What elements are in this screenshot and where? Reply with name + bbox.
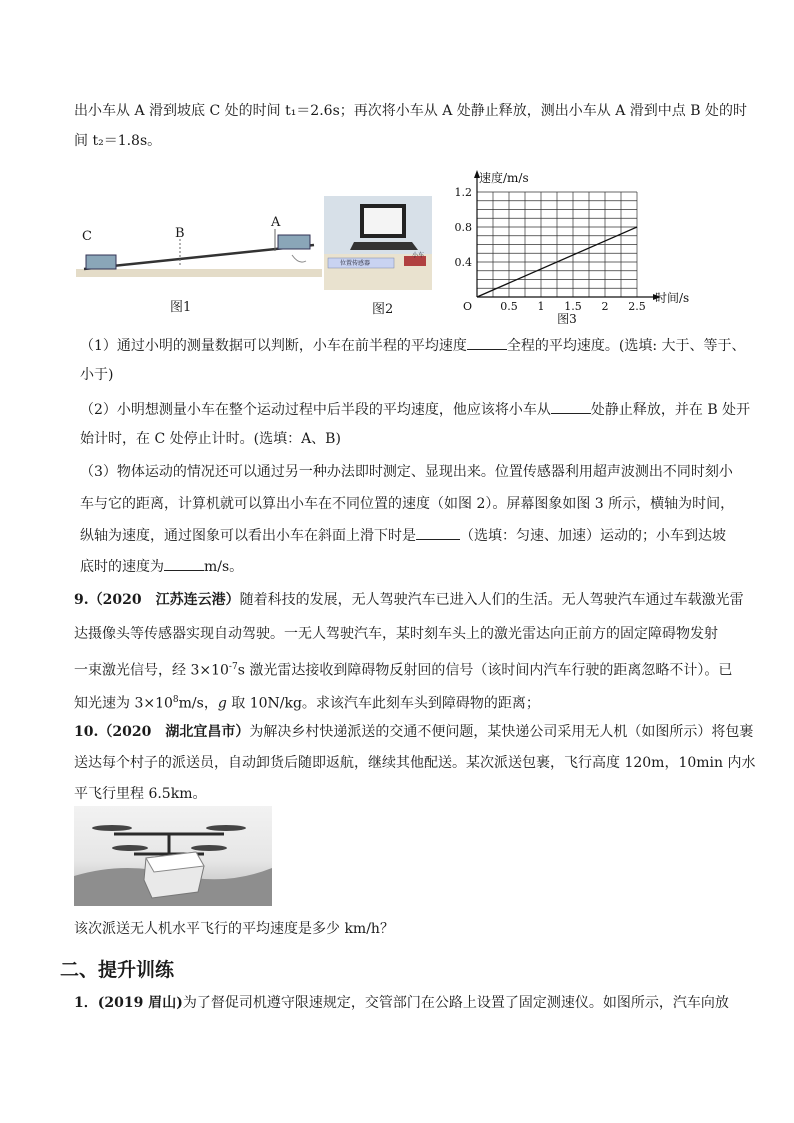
q10-line1: [74, 722, 753, 742]
q8-blank-2[interactable]: [551, 399, 591, 414]
q8-part3-text-d2: m/s。: [204, 559, 244, 575]
x-tick-label: 2.5: [628, 300, 646, 313]
x-axis-label: 时间/s: [655, 291, 690, 305]
drone-icon: [114, 834, 224, 856]
x-tick-label: 1: [537, 300, 545, 313]
fig2-caption: 图2: [372, 302, 394, 317]
q8-part3-text-d1: 底时的速度为: [80, 559, 164, 575]
q8-part3-line4: [80, 556, 243, 577]
x-tick-label: 1.5: [564, 300, 582, 313]
figure-2: [324, 196, 432, 290]
q10-line3: 平飞行里程 6.5km。: [74, 786, 207, 802]
q9-g-symbol: g: [217, 695, 227, 712]
q9-line4: [74, 690, 540, 714]
y-tick-label: 0.8: [454, 221, 472, 234]
q8-part3-line2: 车与它的距离，计算机就可以算出小车在不同位置的速度（如图 2）。屏幕图象如图 3 所示，横轴为时间，: [80, 496, 735, 512]
q10-question: 该次派送无人机水平飞行的平均速度是多少 km/h？: [74, 921, 394, 937]
q8-part2-line1: [80, 399, 750, 420]
q8-part1-line2: 小于): [80, 367, 114, 383]
q9-text-4c: 取 10N/kg。求该汽车此刻车头到障碍物的距离；: [226, 695, 540, 712]
drone-image: [74, 806, 272, 906]
q9-exponent-2: 8: [172, 695, 179, 705]
q9-number: 9.: [74, 592, 89, 608]
x-tick-label: 0.5: [500, 300, 518, 313]
q1-number: 1: [74, 995, 84, 1011]
q8-part3-line3: [80, 525, 726, 546]
q10-line2: 送达每个村子的派送员，自动卸货后随即返航，继续其他配送。某次派送包裹，飞行高度 120m，10min 内水: [74, 755, 756, 771]
velocity-time-chart: [445, 164, 710, 324]
intro-line-2: 间 t₂＝1.8s。: [74, 133, 162, 149]
q8-part3-text-c2: （选填：匀速、加速）运动的；小车到达坡: [460, 528, 726, 544]
y-tick-label: 0.4: [454, 256, 472, 269]
q9-line2: 达摄像头等传感器实现自动驾驶。一无人驾驶汽车，某时刻车头上的激光雷达向正前方的固定障碍物发射: [74, 626, 718, 642]
q10-text-1: 为解决乡村快递派送的交通不便问题，某快递公司采用无人机（如图所示）将包裹: [249, 724, 754, 740]
y-axis-label: 速度/m/s: [479, 171, 529, 185]
q9-text-4b: m/s，: [178, 695, 218, 712]
q9-line3: [74, 657, 732, 681]
intro-line-1: 出小车从 A 滑到坡底 C 处的时间 t₁＝2.6s；再次将小车从 A 处静止释放，测出小车从 A 滑到中点 B 处的时: [74, 103, 747, 119]
sensor-label: 位置传感器: [340, 260, 371, 267]
q8-blank-4[interactable]: [164, 556, 204, 571]
q8-part3-text-c1: 纵轴为速度，通过图象可以看出小车在斜面上滑下时是: [80, 528, 416, 544]
q8-part1-line1: [80, 335, 746, 356]
fig1-label-c: C: [82, 229, 92, 244]
q10-source: （2020 湖北宜昌市）: [98, 724, 250, 740]
q8-part1-text-a: （1）通过小明的测量数据可以判断，小车在前半程的平均速度: [80, 338, 467, 354]
q8-part2-text-b: 处静止释放，并在 B 处开: [590, 402, 751, 418]
q9-source: （2020 江苏连云港）: [88, 592, 240, 608]
fig1-caption: 图1: [170, 300, 192, 315]
support: [292, 255, 306, 262]
cart-label: 小车: [412, 252, 425, 259]
laptop-base: [350, 242, 418, 250]
car-top: [278, 235, 310, 249]
q8-part1-text-b: 全程的平均速度。(选填: 大于、等于、: [506, 338, 746, 354]
q9-text-3a: 一束激光信号，经 3×10: [74, 662, 229, 679]
q8-blank-3[interactable]: [416, 525, 460, 540]
fig1-label-b: B: [175, 226, 185, 241]
car-bottom: [86, 255, 116, 269]
figure-3: [445, 164, 710, 324]
table-surface: [76, 269, 322, 277]
q1-line1: [74, 993, 729, 1013]
x-tick-label: 2: [601, 300, 609, 313]
q8-part2-text-a: （2）小明想测量小车在整个运动过程中后半段的平均速度，他应该将小车从: [80, 402, 551, 418]
fig3-caption: 图3: [557, 312, 577, 324]
origin-label: O: [462, 300, 472, 313]
q9-text-3b: s 激光雷达接收到障碍物反射回的信号（该时间内汽车行驶的距离忽略不计）。已: [237, 662, 733, 679]
q9-exponent-1: -7: [228, 662, 238, 672]
q8-blank-1[interactable]: [467, 335, 507, 350]
fig1-label-a: A: [271, 215, 281, 230]
y-tick-label: 1.2: [454, 186, 472, 199]
section-heading: 二、提升训练: [60, 959, 175, 981]
q9-text-1: 随着科技的发展，无人驾驶汽车已进入人们的生活。无人驾驶汽车通过车载激光雷: [239, 592, 744, 608]
q1-text-1: 为了督促司机遵守限速规定，交管部门在公路上设置了固定测速仪。如图所示，汽车向放: [182, 995, 729, 1011]
q8-part2-line2: 始计时，在 C 处停止计时。(选填：A、B): [80, 431, 341, 447]
q9-line1: [74, 590, 744, 610]
q10-number: 10.: [74, 724, 99, 740]
q8-part3-line1: （3）物体运动的情况还可以通过另一种办法即时测定、显现出来。位置传感器利用超声波测出不同时刻小: [80, 464, 733, 480]
q9-text-4a: 知光速为 3×10: [74, 695, 173, 712]
q1-source: ．(2019 眉山): [83, 995, 183, 1011]
figure-1: [74, 215, 324, 315]
